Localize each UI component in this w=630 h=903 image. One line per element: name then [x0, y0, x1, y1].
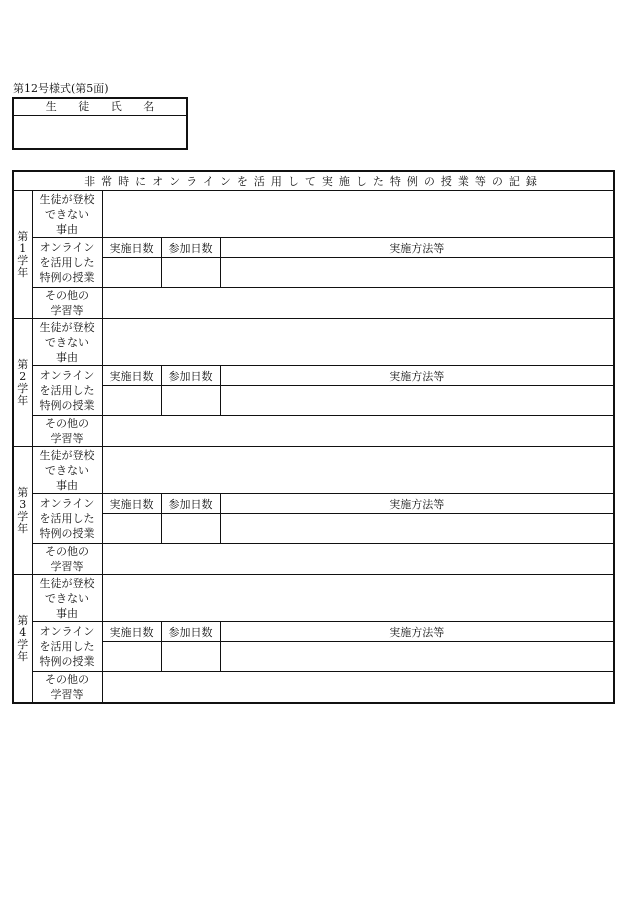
method-header: 実施方法等 — [220, 622, 614, 642]
attendance-days-header: 参加日数 — [161, 622, 220, 642]
attendance-days-header: 参加日数 — [161, 238, 220, 258]
online-class-label — [32, 366, 102, 416]
grade-2-online-header-row — [13, 366, 614, 386]
reason-label — [32, 575, 102, 622]
reason-label — [32, 319, 102, 366]
online-label-line: 特例の授業 — [39, 271, 95, 284]
other-learning-field[interactable] — [102, 416, 614, 447]
attendance-days-field[interactable] — [161, 258, 220, 288]
student-name-box — [12, 97, 188, 150]
method-header: 実施方法等 — [220, 238, 614, 258]
other-label-line: 学習等 — [50, 432, 84, 445]
other-label-line: その他の — [45, 545, 89, 558]
implementation-days-header: 実施日数 — [102, 366, 161, 386]
grade-label-char: 3 — [19, 497, 27, 511]
grade-label-char: 年 — [17, 393, 29, 407]
other-label-line: その他の — [45, 673, 89, 686]
online-label-line: を活用した — [39, 256, 95, 269]
implementation-days-header: 実施日数 — [102, 238, 161, 258]
grade-label-char: 年 — [17, 521, 29, 535]
other-label-line: 学習等 — [50, 688, 84, 701]
online-class-label — [32, 494, 102, 544]
reason-label-line: できない — [45, 591, 89, 605]
online-class-label — [32, 238, 102, 288]
other-label-line: 学習等 — [50, 560, 84, 573]
reason-label — [32, 191, 102, 238]
reason-label-line: 生徒が登校 — [39, 448, 95, 462]
grade-1-other-row — [13, 288, 614, 319]
reason-label-line: 生徒が登校 — [39, 192, 95, 206]
grade-3-online-header-row — [13, 494, 614, 514]
grade-3-other-row — [13, 544, 614, 575]
record-title: 非常時にオンラインを活用して実施した特例の授業等の記録 — [13, 171, 614, 191]
grade-label-char: 学 — [17, 381, 29, 395]
reason-label-line: 事由 — [56, 350, 78, 364]
grade-4-other-row — [13, 672, 614, 704]
grade-label-char: 2 — [19, 369, 27, 383]
reason-label-line: 生徒が登校 — [39, 320, 95, 334]
attendance-days-field[interactable] — [161, 642, 220, 672]
grade-label-char: 第 — [17, 613, 29, 627]
grade-label — [13, 191, 32, 319]
grade-label — [13, 447, 32, 575]
online-class-record-table — [12, 170, 615, 704]
implementation-days-header: 実施日数 — [102, 494, 161, 514]
grade-label-char: 学 — [17, 637, 29, 651]
attendance-days-header: 参加日数 — [161, 494, 220, 514]
grade-2-other-row — [13, 416, 614, 447]
reason-field[interactable] — [102, 191, 614, 238]
grade-3-online-value-row — [13, 514, 614, 544]
other-label-line: 学習等 — [50, 304, 84, 317]
grade-label-char: 学 — [17, 509, 29, 523]
reason-field[interactable] — [102, 575, 614, 622]
reason-label-line: できない — [45, 463, 89, 477]
online-label-line: オンライン — [39, 241, 95, 254]
implementation-days-field[interactable] — [102, 386, 161, 416]
online-label-line: オンライン — [39, 369, 95, 382]
attendance-days-field[interactable] — [161, 514, 220, 544]
student-name-field[interactable] — [14, 116, 186, 148]
grade-label-char: 学 — [17, 253, 29, 267]
implementation-days-field[interactable] — [102, 642, 161, 672]
grade-label-char: 1 — [19, 241, 27, 255]
other-learning-label — [32, 288, 102, 319]
online-class-label — [32, 622, 102, 672]
grade-1-online-header-row — [13, 238, 614, 258]
attendance-days-header: 参加日数 — [161, 366, 220, 386]
other-learning-field[interactable] — [102, 544, 614, 575]
reason-field[interactable] — [102, 447, 614, 494]
attendance-days-field[interactable] — [161, 386, 220, 416]
grade-label — [13, 575, 32, 704]
online-label-line: オンライン — [39, 497, 95, 510]
online-label-line: を活用した — [39, 384, 95, 397]
grade-3-reason-row — [13, 447, 614, 494]
online-label-line: 特例の授業 — [39, 527, 95, 540]
method-field[interactable] — [220, 514, 614, 544]
method-header: 実施方法等 — [220, 366, 614, 386]
method-field[interactable] — [220, 642, 614, 672]
implementation-days-field[interactable] — [102, 258, 161, 288]
online-label-line: を活用した — [39, 640, 95, 653]
online-label-line: を活用した — [39, 512, 95, 525]
grade-2-online-value-row — [13, 386, 614, 416]
grade-label-char: 年 — [17, 265, 29, 279]
online-label-line: 特例の授業 — [39, 399, 95, 412]
form-number: 第12号様式(第5面) — [13, 82, 109, 95]
other-learning-field[interactable] — [102, 672, 614, 704]
grade-label-char: 4 — [19, 625, 27, 639]
reason-label-line: 事由 — [56, 606, 78, 620]
online-label-line: 特例の授業 — [39, 655, 95, 668]
other-learning-field[interactable] — [102, 288, 614, 319]
grade-label-char: 第 — [17, 357, 29, 371]
grade-label-char: 年 — [17, 649, 29, 663]
method-header: 実施方法等 — [220, 494, 614, 514]
reason-label-line: 事由 — [56, 478, 78, 492]
online-label-line: オンライン — [39, 625, 95, 638]
method-field[interactable] — [220, 386, 614, 416]
reason-label-line: できない — [45, 335, 89, 349]
grade-4-online-value-row — [13, 642, 614, 672]
grade-4-online-header-row — [13, 622, 614, 642]
implementation-days-field[interactable] — [102, 514, 161, 544]
other-learning-label — [32, 672, 102, 704]
grade-2-reason-row — [13, 319, 614, 366]
other-label-line: その他の — [45, 289, 89, 302]
method-field[interactable] — [220, 258, 614, 288]
grade-label — [13, 319, 32, 447]
reason-label-line: 事由 — [56, 222, 78, 236]
grade-1-online-value-row — [13, 258, 614, 288]
other-learning-label — [32, 544, 102, 575]
grade-4-reason-row — [13, 575, 614, 622]
reason-label-line: 生徒が登校 — [39, 576, 95, 590]
implementation-days-header: 実施日数 — [102, 622, 161, 642]
reason-field[interactable] — [102, 319, 614, 366]
reason-label — [32, 447, 102, 494]
student-name-label: 生 徒 氏 名 — [14, 99, 186, 116]
reason-label-line: できない — [45, 207, 89, 221]
grade-label-char: 第 — [17, 229, 29, 243]
grade-label-char: 第 — [17, 485, 29, 499]
grade-1-reason-row — [13, 191, 614, 238]
other-label-line: その他の — [45, 417, 89, 430]
other-learning-label — [32, 416, 102, 447]
